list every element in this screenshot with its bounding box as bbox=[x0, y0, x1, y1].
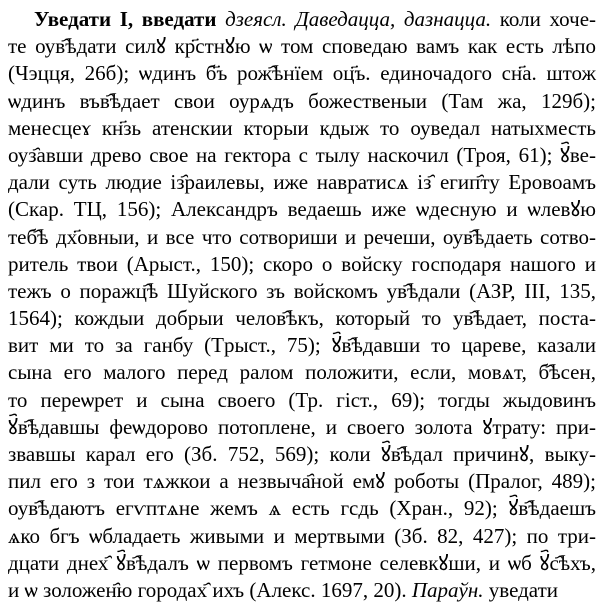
entry-line bbox=[8, 577, 596, 604]
entry-line: 1564); кождыи добрыи челов҄ѣкъ, который то ув҄ѣдает, поста- bbox=[8, 306, 596, 331]
entry-line bbox=[8, 6, 596, 33]
entry-line: тежъ о поражц҄ѣ Шуйского зъ войскомъ ув҄ѣдали (АЗР, ІІІ, 135, bbox=[8, 278, 596, 303]
entry-line: ритель твои (Арыст., 150); скоро о войску господаря нашого и bbox=[8, 251, 596, 276]
entry-line: ѡдинъ във҄ѣдает свои оурѧдъ божественыи (Там жа, 129б); bbox=[8, 88, 596, 113]
headword: Уведати І, введати bbox=[34, 7, 217, 31]
entry-line: то переѡрет и сына своего (Тр. гіст., 69); тогды жыдовинъ bbox=[8, 387, 596, 412]
entry-line: вит ми то за ганбу (Тpыст., 75); ꙋ҄в҄ѣдавши то царевe, казали bbox=[8, 333, 596, 358]
entry-line: дали суть людие із҄раилевы, иже навратисѧ із҄ егип҄ту Еровоамъ bbox=[8, 170, 596, 195]
entry-line: (Скар. ТЦ, 156); Александръ ведаешь иже ѡдесную и ѡлевꙋю bbox=[8, 197, 596, 222]
entry-text: коли хоче- bbox=[499, 7, 597, 31]
entry-line: (Чэцця, 26б); ѡдинъ б҃ъ рож҄ѣнїем оц҃ъ. единочадого сн҃а. штож bbox=[8, 61, 596, 86]
entry-line: ꙋ҄в҄ѣдавшы феѡдорово потоплене, и своего золота ꙋтрату: при- bbox=[8, 414, 596, 439]
entry-line: пил его з тои тѧжкои а незвыча҄ной емꙋ роботы (Пралог, 489); bbox=[8, 469, 596, 494]
entry-line: оуз҄авши древо свое на гектора с тылу наскочил (Троя, 61); ꙋ҄ве- bbox=[8, 142, 596, 167]
entry-line: те оув҄ѣдати силꙋ кр҃стнꙋю ѡ том споведаю вамъ как есть лѣпо bbox=[8, 34, 596, 59]
entry-line: теб҄ѣ дх҃овныи, и все что сотвориши и речеши, оув҄ѣдаеть сотво- bbox=[8, 224, 596, 249]
cross-reference-word: уведати bbox=[488, 577, 558, 602]
entry-line: дцати днех҄ ꙋ҄в҄ѣдалъ ѡ первомъ гетмоне селевкꙋши, и ѡб ꙋ҄с҄ѣхъ, bbox=[8, 550, 596, 575]
entry-line: сына его малого перед ралом положити, если, мовѧт, б҄ѣсен, bbox=[8, 360, 596, 385]
entry-text: и ѡ золожен҄ю городах҄ ихъ (Алекс. 1697, 20). bbox=[8, 577, 407, 602]
part-of-speech-label: дзеясл. Даведацца, дазнацца. bbox=[225, 7, 492, 31]
entry-line: менесцеɤ кн҃зь атенскии кторыи кдыж то оуведал натыхместь bbox=[8, 115, 596, 140]
entry-line: ѧко бгъ ѡбладаеть живыми и мертвыми (Зб. 82, 427); по три- bbox=[8, 523, 596, 548]
entry-line: оув҄ѣдаютъ егѵптѧне жемъ ѧ есть гсдь (Хран., 92); ꙋ҄в҄ѣдаешъ bbox=[8, 496, 596, 521]
cross-reference-label: Параўн. bbox=[411, 577, 484, 602]
entry-line: звавшы карал его (Зб. 752, 569); коли ꙋ҄в҄ѣдал причинꙋ, выку- bbox=[8, 442, 596, 466]
